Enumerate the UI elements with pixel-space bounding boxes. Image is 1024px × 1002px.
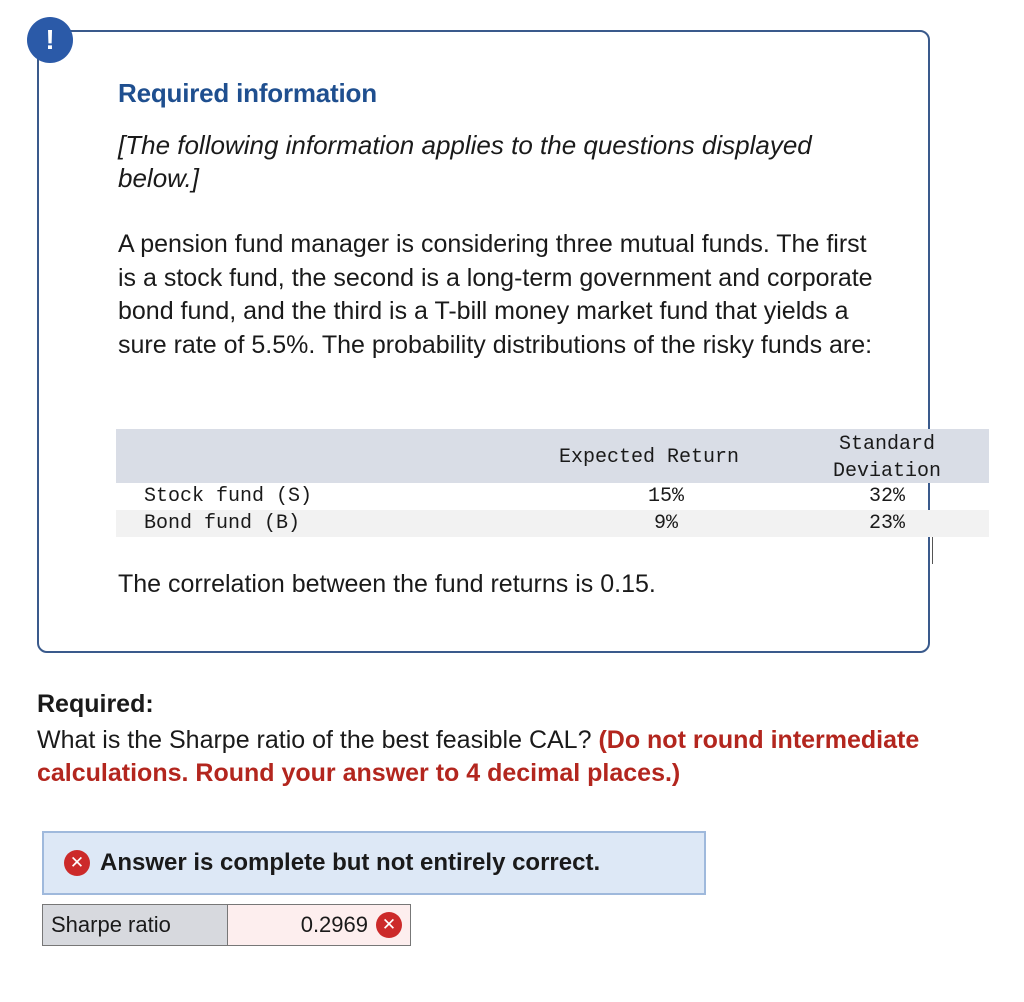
incorrect-x-icon: ✕: [376, 912, 402, 938]
std-deviation-value: 32%: [868, 485, 905, 508]
answer-status-banner: [42, 831, 706, 895]
header-expected-return: Expected Return: [559, 446, 740, 469]
fund-name: Stock fund (S): [144, 485, 313, 508]
correlation-text: The correlation between the fund returns is 0.15.: [118, 570, 656, 598]
std-deviation-value: 23%: [868, 512, 905, 535]
expected-return-value: 9%: [653, 512, 678, 535]
required-label: Required:: [37, 690, 154, 718]
incorrect-x-icon: ✕: [64, 850, 90, 876]
exclamation-glyph: !: [45, 24, 55, 55]
header-std-line2: Deviation: [832, 460, 942, 483]
info-title: Required information: [118, 78, 377, 108]
question-instruction: (Do not round intermediate calculations. Round your answer to 4 decimal places.): [37, 726, 920, 787]
table-row: [116, 483, 989, 510]
header-std-line1: Standard: [838, 433, 935, 456]
column-divider: [932, 537, 933, 564]
table-header: [116, 429, 989, 483]
sharpe-ratio-answer-field[interactable]: [228, 904, 411, 946]
question-text: [37, 724, 997, 790]
info-paragraph: A pension fund manager is considering three mutual funds. The first is a stock fund, the second is a long-term government and corporate bond fund, and the third is a T-bill money market fund that yields a sure rate of 5.5%. The probability distributions of the risky funds are:: [118, 230, 873, 359]
sharpe-ratio-value: 0.2969: [300, 912, 368, 937]
question-prompt: What is the Sharpe ratio of the best feasible CAL?: [37, 726, 592, 754]
header-standard-deviation: [822, 431, 952, 485]
expected-return-value: 15%: [647, 485, 684, 508]
exclamation-icon: [27, 17, 73, 63]
fund-name: Bond fund (B): [144, 512, 301, 535]
sharpe-ratio-label: Sharpe ratio: [42, 904, 228, 946]
answer-status-text: Answer is complete but not entirely correct.: [100, 849, 601, 876]
fund-table: [116, 429, 989, 537]
table-row: [116, 510, 989, 537]
info-italic-note: [The following information applies to the questions displayed below.]: [118, 130, 812, 193]
